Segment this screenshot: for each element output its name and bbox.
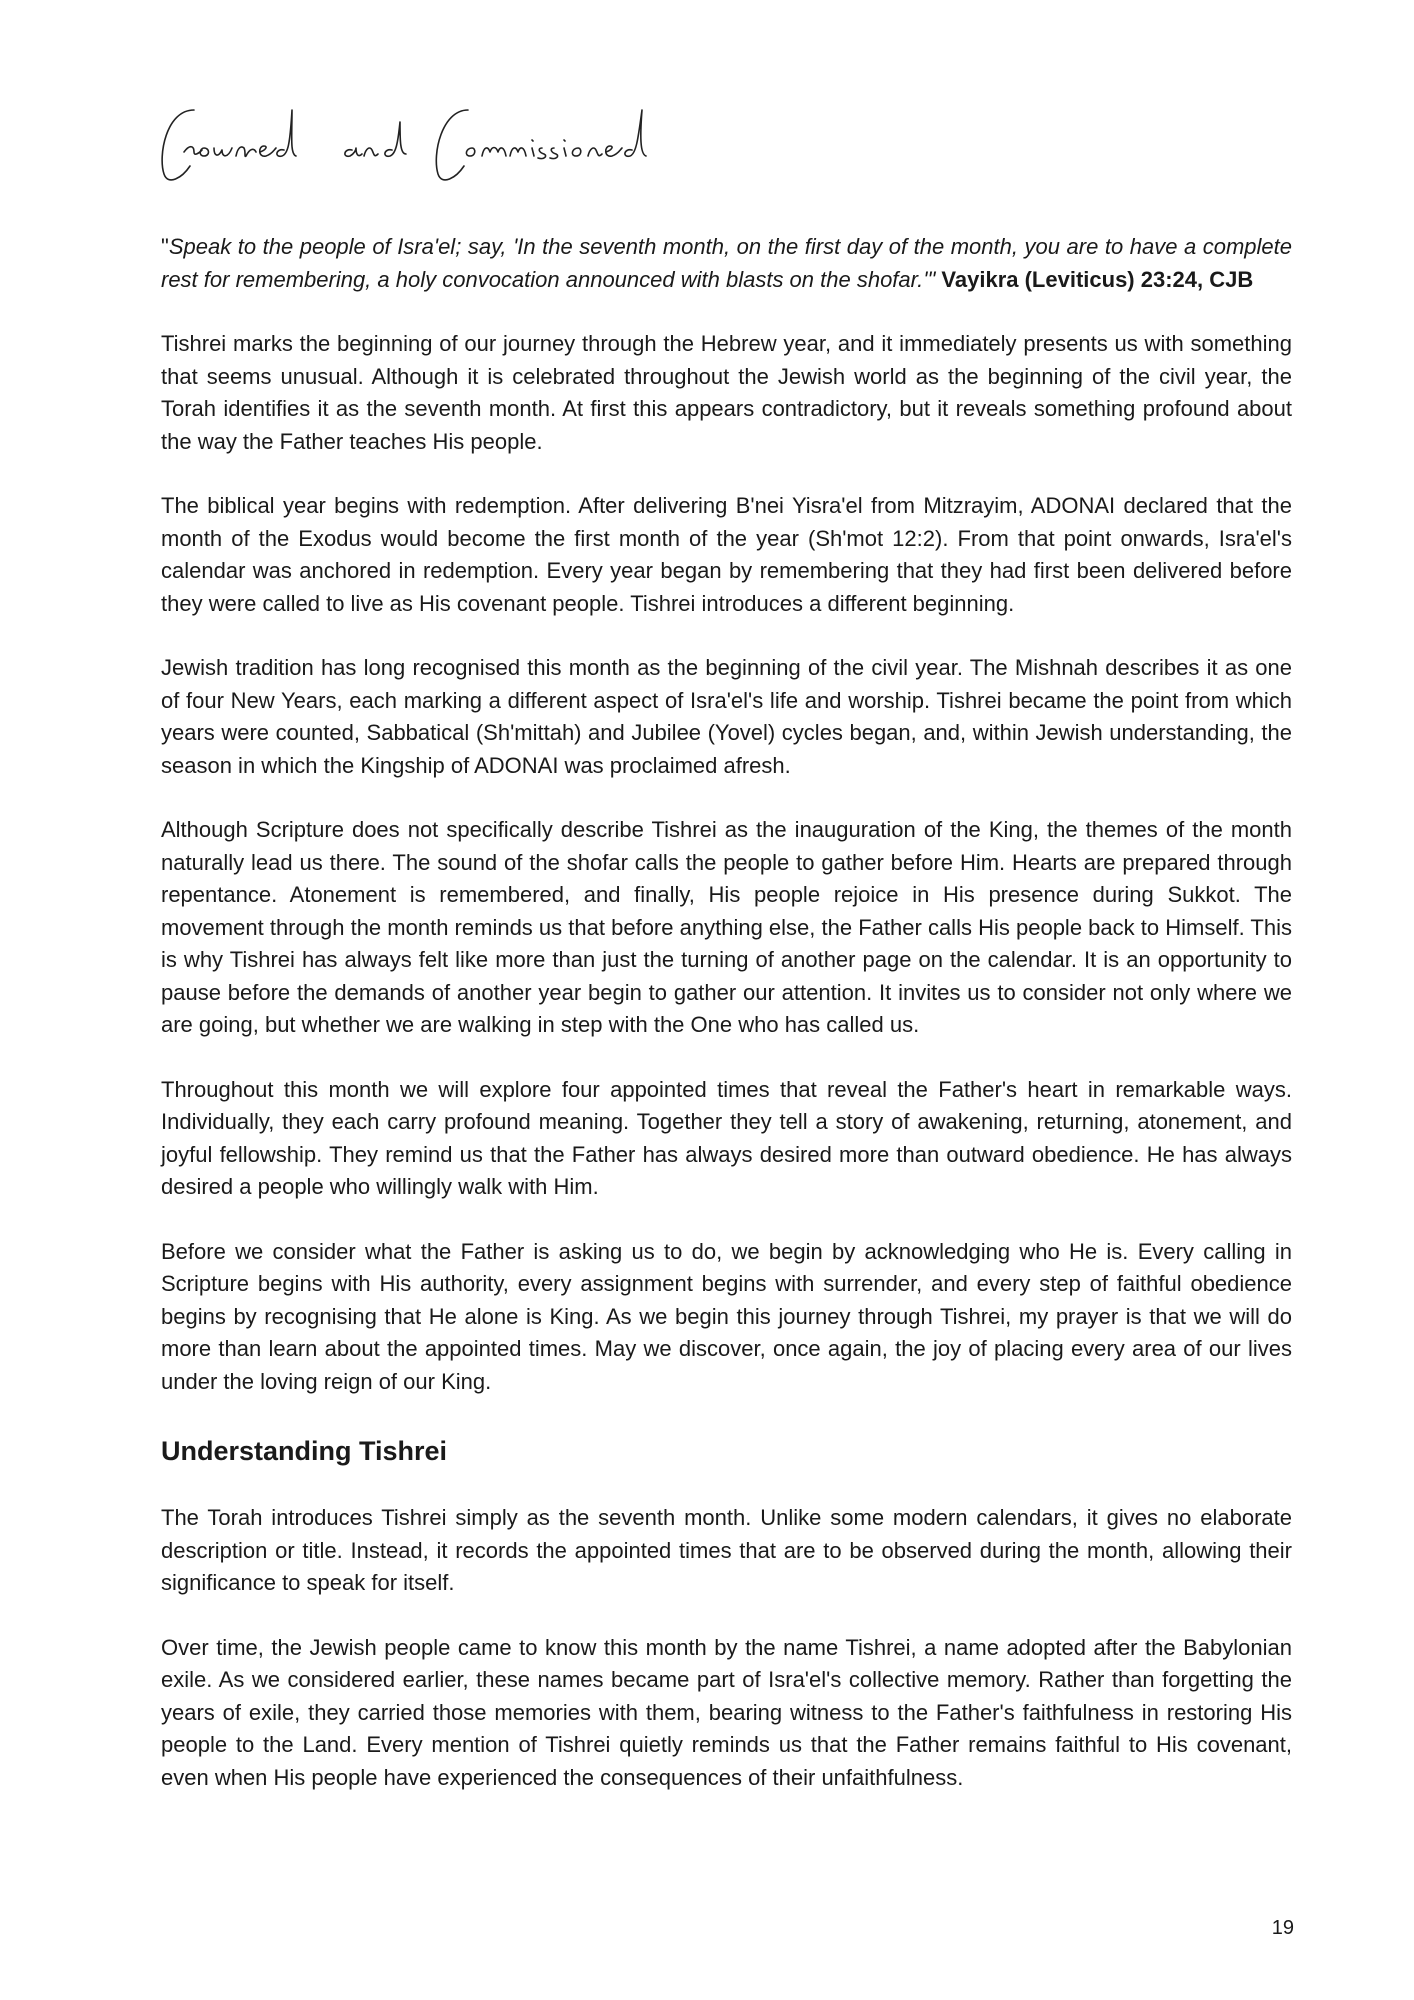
quote-open-mark: "	[161, 234, 169, 259]
paragraph: Before we consider what the Father is asking us to do, we begin by acknowledging who He is. Every calling in Scripture begins with His authority, every assignment begins with surrender, and every step of faithful obedience begins by recognising that He alone is King. As we begin this journey through Tishrei, my prayer is that we will do more than learn about the appointed times. May we discover, once again, the joy of placing every area of our lives under the loving reign of our King.	[161, 1238, 1292, 1394]
page-number: 19	[1271, 1917, 1294, 1939]
quote-text: Speak to the people of Isra'el; say, 'In the seventh month, on the first day of the month, you are to have a complete rest for remembering, a holy convocation announced with blasts on the shofar.'"	[161, 234, 1292, 292]
header-logo	[156, 96, 676, 188]
paragraph: Although Scripture does not specifically describe Tishrei as the inauguration of the King, the themes of the month naturally lead us there. The sound of the shofar calls the people to gather before Him. Hearts are prepared through repentance. Atonement is remembered, and finally, His people rejoice in His presence during Sukkot. The movement through the month reminds us that before anything else, the Father calls His people back to Himself. This is why Tishrei has always felt like more than just the turning of another page on the calendar. It is an opportunity to pause before the demands of another year begin to gather our attention. It invites us to consider not only where we are going, but whether we are walking in step with the One who has called us.	[161, 817, 1292, 1037]
paragraph: The biblical year begins with redemption. After delivering B'nei Yisra'el from Mitzrayim, ADONAI declared that the month of the Exodus would become the first month of the year (Sh'mot 12:2). From that point onwards, Isra'el's calendar was anchored in redemption. Every year began by remembering that they had first been delivered before they were called to live as His covenant people. Tishrei introduces a different beginning.	[161, 493, 1292, 616]
paragraph: Throughout this month we will explore four appointed times that reveal the Father's heart in remarkable ways. Individually, they each carry profound meaning. Together they tell a story of awakening, returning, atonement, and joyful fellowship. They remind us that the Father has always desired more than outward obedience. He has always desired a people who willingly walk with Him.	[161, 1076, 1292, 1199]
quote-reference: Vayikra (Leviticus) 23:24, CJB	[941, 266, 1254, 292]
section-paragraph: The Torah introduces Tishrei simply as the seventh month. Unlike some modern calendars, it gives no elaborate description or title. Instead, it records the appointed times that are to be observed during the month, allowing their significance to speak for itself.	[161, 1505, 1292, 1595]
main-content	[161, 231, 1292, 1794]
opening-scripture-quote	[161, 231, 1292, 296]
paragraph: Tishrei marks the beginning of our journey through the Hebrew year, and it immediately presents us with something that seems unusual. Although it is celebrated throughout the Jewish world as the beginning of the civil year, the Torah identifies it as the seventh month. At first this appears contradictory, but it reveals something profound about the way the Father teaches His people.	[161, 331, 1292, 454]
section-paragraph: Over time, the Jewish people came to know this month by the name Tishrei, a name adopted after the Babylonian exile. As we considered earlier, these names became part of Isra'el's collective memory. Rather than forgetting the years of exile, they carried those memories with them, bearing witness to the Father's faithfulness in restoring His people to the Land. Every mention of Tishrei quietly reminds us that the Father remains faithful to His covenant, even when His people have experienced the consequences of their unfaithfulness.	[161, 1634, 1292, 1790]
paragraph: Jewish tradition has long recognised this month as the beginning of the civil year. The Mishnah describes it as one of four New Years, each marking a different aspect of Isra'el's life and worship. Tishrei became the point from which years were counted, Sabbatical (Sh'mittah) and Jubilee (Yovel) cycles began, and, within Jewish understanding, the season in which the Kingship of ADONAI was proclaimed afresh.	[161, 655, 1292, 778]
script-logo-icon	[156, 96, 676, 188]
section-heading: Understanding Tishrei	[161, 1436, 448, 1466]
